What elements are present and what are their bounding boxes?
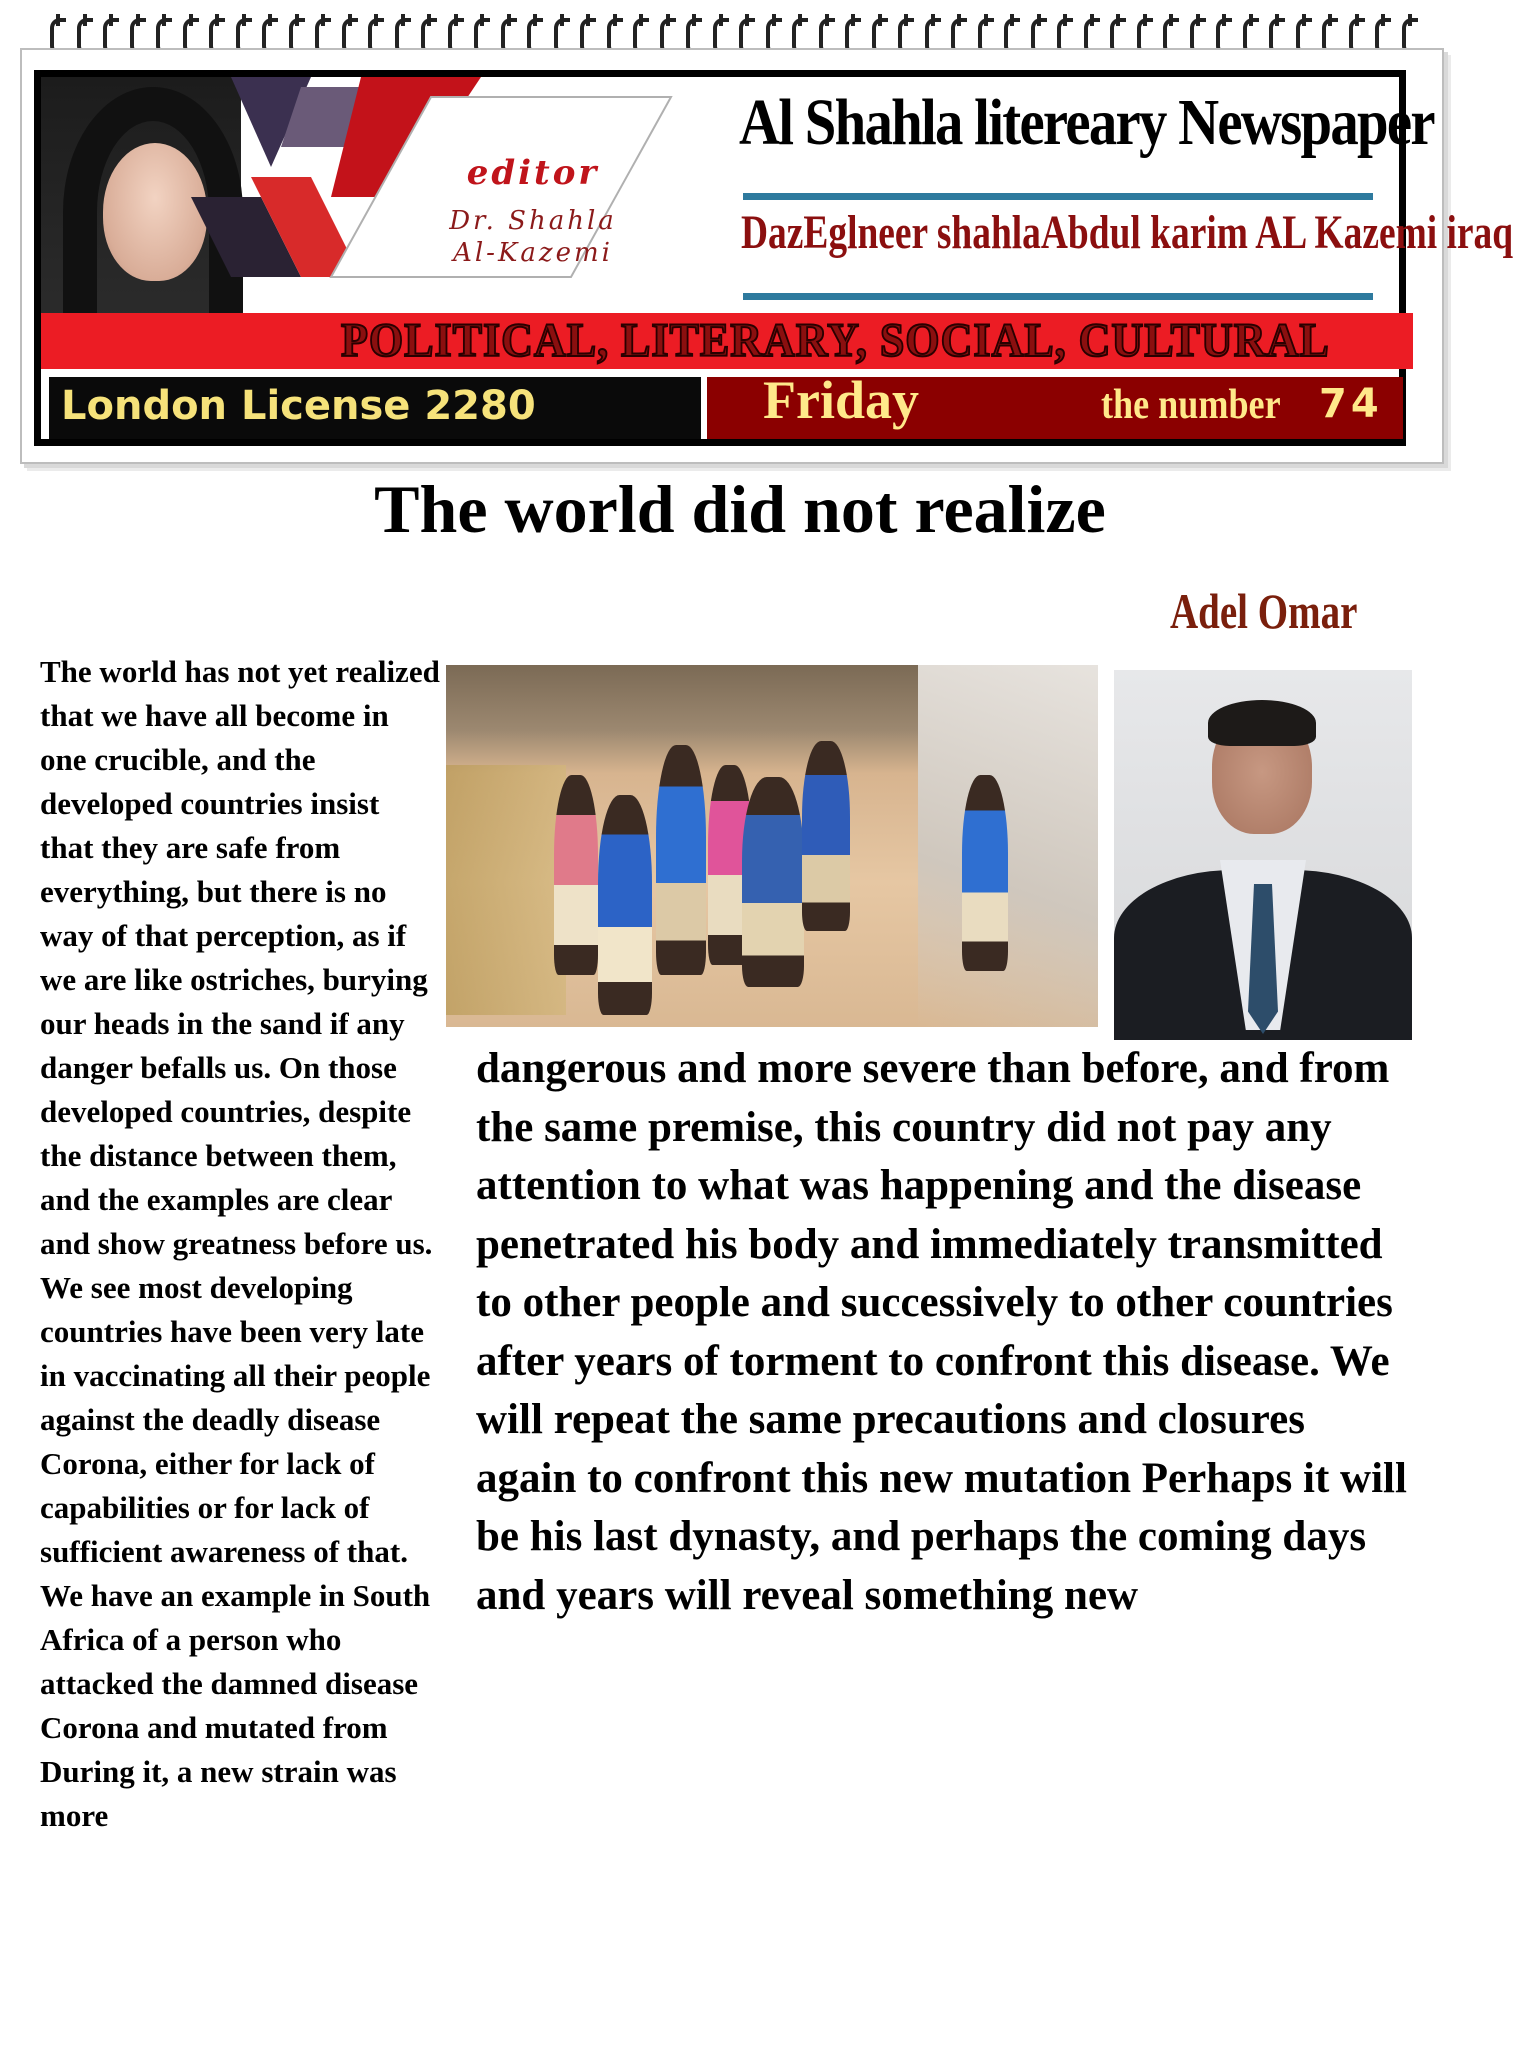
issue-day: Friday (763, 370, 919, 430)
article-author: Adel Omar (1170, 583, 1358, 639)
masthead (34, 70, 1513, 446)
article-left-column: The world has not yet realized that we have all become in one crucible, and the developed countries insist that they are safe from everything, but there is no way of that perception, as if we are like ostriches, burying our heads in the sand if any danger befalls us. On those developed countries, despite the distance between them, and the examples are clear and show greatness before us. We see most developing countries have been very late in vaccinating all their people against the deadly disease Corona, either for lack of capabilities or for lack of sufficient awareness of that. We have an example in South Africa of a person who attacked the damned disease Corona and mutated from During it, a new strain was more (40, 654, 440, 1833)
editor-name (413, 205, 653, 269)
author-photo (1114, 670, 1412, 1028)
article-right-column: dangerous and more severe than before, and from the same premise, this country did not pay any attention to what was happening and the disease penetrated his body and immediately transmitted to other people and successively to other countries after years of torment to confront this disease. We will repeat the same precautions and closures again to confront this new mutation Perhaps it will be his last dynasty, and perhaps the coming days and years will reveal something new (476, 1045, 1407, 1619)
title-rule-bottom (743, 293, 1373, 300)
editor-credit (413, 147, 663, 305)
children-photo (446, 665, 1098, 1027)
editor-name-line1: Dr. Shahla (449, 206, 617, 236)
editor-name-line2: Al-Kazemi (453, 238, 613, 268)
license-text: London License 2280 (61, 383, 536, 429)
editor-label: editor (466, 153, 600, 193)
newspaper-title: Al Shahla litereary Newspaper (739, 86, 1434, 159)
article-headline: The world did not realize (374, 471, 1106, 547)
category-line: POLITICAL, LITERARY, SOCIAL, CULTURAL (341, 314, 1330, 367)
newspaper-subtitle: DazEglneer shahlaAbdul karim AL Kazemi iraq (741, 206, 1513, 259)
issue-label: the number (1101, 382, 1281, 428)
title-rule-top (743, 193, 1373, 200)
issue-number: 74 (1319, 381, 1383, 427)
